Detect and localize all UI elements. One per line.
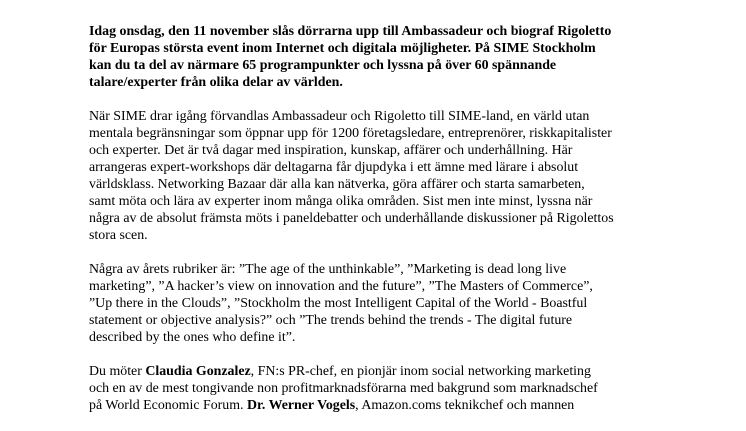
lead-line: talare/experter från olika delar av världen.: [89, 75, 343, 90]
body-line: och experter. Det är två dagar med inspiration, kunskap, affärer och underhållning. Här: [89, 143, 573, 158]
lead-line: kan du ta del av närmare 65 programpunkter och lyssna på över 60 spännande: [89, 58, 557, 73]
body-line: statement or objective analysis?” och ”The trends behind the trends - The digital future: [89, 313, 573, 328]
lead-line: Idag onsdag, den 11 november slås dörrarna upp till Ambassadeur och biograf Rigoletto: [89, 24, 612, 39]
press-release-body: [89, 23, 669, 431]
body-paragraph-sime-land: [89, 108, 669, 244]
body-line: Några av årets rubriker är: ”The age of the unthinkable”, ”Marketing is dead long live: [89, 262, 567, 277]
text-run: Du möter: [89, 364, 146, 379]
text-run: på World Economic Forum.: [89, 398, 247, 413]
body-line: samt möta och lära av experter inom många olika områden. Sist men inte minst, lyssna när: [89, 194, 593, 209]
speaker-name: Dr. Werner Vogels: [246, 398, 356, 413]
body-line: stora scen.: [89, 228, 148, 243]
body-line: ”Up there in the Clouds”, ”Stockholm the most Intelligent Capital of the World - Boastful: [89, 296, 588, 311]
body-line: mentala begränsningar som öppnar upp för 1200 företagsledare, entreprenörer, riskkapitalister: [89, 126, 612, 141]
body-line: arrangeras expert-workshops där deltagarna får djupdyka i ett ämne med lärare i absolut: [89, 160, 579, 175]
body-line: När SIME drar igång förvandlas Ambassadeur och Rigoletto till SIME-land, en värld utan: [89, 109, 590, 124]
body-line: marketing”, ”A hacker’s view on innovation and the future”, ”The Masters of Commerce”,: [89, 279, 593, 294]
text-run: , Amazon.coms teknikchef och mannen: [355, 398, 575, 413]
text-run: , FN:s PR-chef, en pionjär inom social networking marketing: [250, 364, 591, 379]
body-line: världsklass. Networking Bazaar där alla kan nätverka, göra affärer och starta samarbeten,: [89, 177, 585, 192]
body-line: och en av de mest tongivande non profitmarknadsförarna med bakgrund som marknadschef: [89, 381, 598, 396]
speaker-name: Claudia Gonzalez: [145, 364, 251, 379]
body-line: några av de absolut främsta möts i paneldebatter och underhållande diskussioner på Rigolettos: [89, 211, 614, 226]
lead-line: för Europas största event inom Internet och digitala möjligheter. På SIME Stockholm: [89, 41, 596, 56]
body-line: [89, 363, 669, 380]
body-line: [89, 397, 669, 414]
body-paragraph-speakers: [89, 363, 669, 414]
body-paragraph-headlines: [89, 261, 669, 346]
lead-paragraph: [89, 23, 669, 91]
body-line: described by the ones who define it”.: [89, 330, 296, 345]
